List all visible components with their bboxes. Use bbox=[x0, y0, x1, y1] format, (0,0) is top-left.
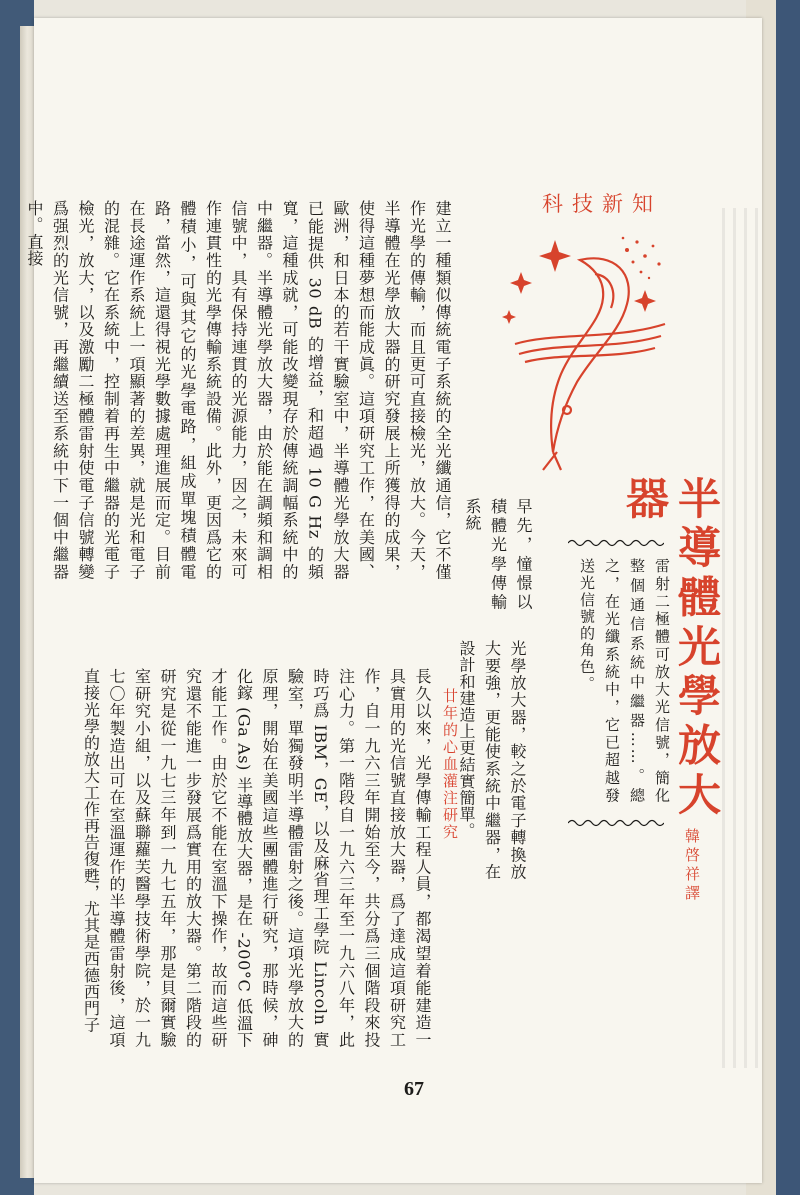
article-byline: 韓啓祥譯 bbox=[683, 828, 701, 904]
ink-dots bbox=[622, 237, 661, 280]
sparkle-icon bbox=[502, 240, 656, 324]
fountain-pen-nib-logo bbox=[495, 212, 675, 477]
column-banner: 科技新知 bbox=[542, 192, 662, 216]
body-text-upper: 建立一種類似傳統電子系統的全光纖通信，它不僅作光學的傳輸，而且更可直接檢光，放大。今天，半導體在光學放大器的研究發展上所獲得的成果，使得這種夢想而能成眞。這項研究工作，在美國、歐洲，和日本的若干實驗室中，半導體光學放大器已能提供 30 dB 的增益，和超過 10 G Hz 的頻寬，這種成就，可能改變現存於傳統調幅系統中的中繼器。半導體光學放大器，由於能在調頻和調相信號中，具有保持連貫的光源能力，因之，未來可作連貫性的光學傳輸系統設備。此外，更因爲它的體積小，可與其它的光學電路，組成單塊積體電路，當然，這還得視光學數據處理進展而定。目前在長途運作系統上一項顯著的差異，就是光和電子的混雜。它在系統中，控制着再生中繼器的光電子檢光，放大，以及激勵二極體雷射使電子信號轉變爲强烈的光信號，再繼續送至系統中下一個中繼器中。直接 bbox=[25, 200, 452, 580]
intro-paragraph-top: 早先，憧憬以積體光學傳輸系統 bbox=[463, 498, 533, 610]
lede-divider-top bbox=[568, 538, 664, 548]
lede-divider-bottom bbox=[568, 818, 664, 828]
intro-paragraph-bottom: 光學放大器，較之於電子轉換放大要強，更能使系統中繼器，在設計和建造上更結實簡單。 bbox=[457, 640, 527, 880]
page-number: 67 bbox=[404, 1078, 424, 1100]
show-through-text bbox=[722, 208, 758, 1068]
body-text-lower: 長久以來，光學傳輸工程人員，都渴望着能建造一具實用的光信號直接放大器，爲了達成這項研究工作，自一九六三年開始至今，共分爲三個階段來投注心力。第一階段自一九六三年至一九六八年，此時巧爲 IBM，GE，以及麻省理工學院 Lincoln 實驗室，單獨發明半導體雷射之後。這項光學放大的原理，開始在美國這些團體進行研究，那時候，砷化鎵 (Ga As) 半導體放大器，是在 -200°C 低溫下才能工作。由於它不能在室溫下操作，故而這些研究還不能進一步發展爲實用的放大器。第二階段的研究是從一九七三年到一九七五年，那是貝爾實驗室研究小組，以及蘇聯蘿芙醫學技術學院，於一九七〇年製造出可在室溫運作的半導體雷射後，這項直接光學的放大工作再告復甦，尤其是西德西門子 bbox=[81, 668, 432, 1048]
article-lede: 雷射二極體可放大光信號，簡化整個通信系統中繼器……。總之，在光纖系統中，它已超越發送光信號的角色。 bbox=[578, 558, 671, 804]
article-title: 半導體光學放大器 bbox=[619, 476, 721, 816]
section-heading: 廿年的心血灌注研究 bbox=[441, 688, 459, 841]
